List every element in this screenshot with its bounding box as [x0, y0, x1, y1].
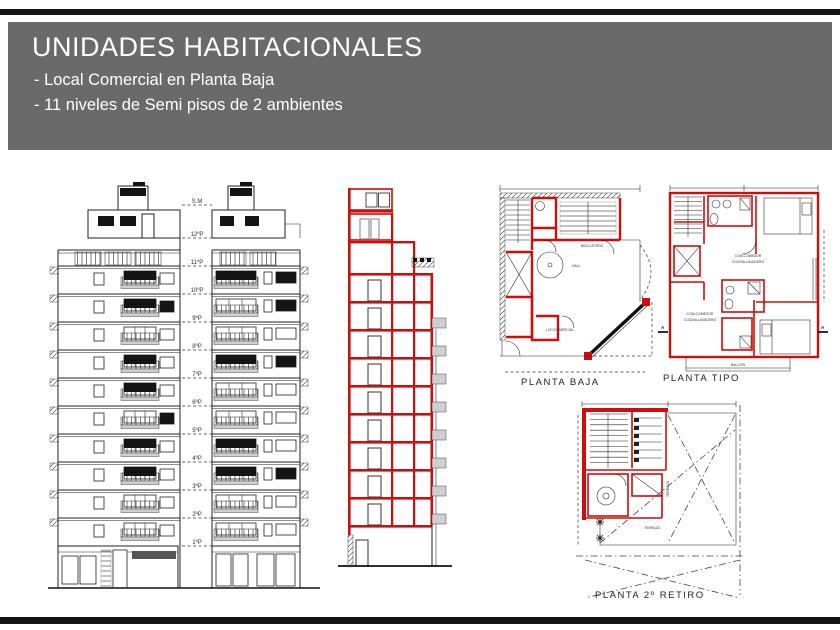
floor-label-4p: 4ºP — [192, 456, 202, 462]
storefront — [48, 546, 320, 588]
caption-planta-retiro: PLANTA 2º RETIRO — [595, 590, 705, 601]
section-floor-slabs — [348, 273, 432, 528]
room-label-bicicletero: BICICLETERO — [580, 244, 604, 248]
floor-label-1p: 1ºP — [192, 540, 202, 546]
room-label-terraza-vertical: TERRAZA — [666, 481, 670, 497]
plan-planta-baja — [500, 185, 652, 388]
caption-planta-baja: PLANTA BAJA — [521, 377, 600, 388]
plan-planta-tipo — [658, 185, 828, 384]
floor-level-labels — [182, 199, 212, 546]
bullet-local-comercial: - Local Comercial en Planta Baja — [34, 71, 275, 89]
floor-label-7p: 7ºP — [192, 372, 202, 378]
building-elevation-drawing — [48, 182, 320, 588]
roof-terrace-railings — [70, 250, 292, 265]
floor-label-8p: 8ºP — [192, 344, 202, 350]
slide-title: UNIDADES HABITACIONALES — [32, 32, 423, 62]
room-label-upper-comedor: COM-COMEDOR — [734, 254, 762, 258]
section-marker-a-right: A — [821, 325, 825, 330]
room-label-upper-cocina: COCINA-LAVADERO — [731, 260, 765, 264]
room-label-hall: HALL — [572, 264, 581, 268]
floor-label-2p: 2ºP — [192, 512, 202, 518]
floor-label-12p: 12ºP — [190, 232, 204, 238]
section-doors — [368, 280, 381, 525]
floor-label-10p: 10ºP — [190, 288, 204, 294]
bullet-niveles: - 11 niveles de Semi pisos de 2 ambientes — [34, 96, 343, 114]
room-label-lower-comedor: COM-COMEDOR — [686, 312, 714, 316]
floor-label-9p: 9ºP — [192, 316, 202, 322]
floor-label-sm: S.M — [191, 199, 203, 205]
floor-label-6p: 6ºP — [192, 400, 202, 406]
room-label-balcon: BALCON — [731, 363, 745, 367]
room-label-lower-cocina: COCINA-LAVADERO — [683, 318, 717, 322]
caption-planta-tipo: PLANTA TIPO — [663, 373, 740, 384]
room-label-terraza-horizontal: TERRAZA — [644, 526, 660, 530]
floor-label-3p: 3ºP — [192, 484, 202, 490]
bottom-border-bar — [0, 617, 840, 624]
room-label-local-comercial: LOC/COMERCIAL — [545, 328, 575, 332]
section-marker-a-left: A — [661, 325, 665, 330]
penthouse-structures — [88, 182, 300, 238]
plan-planta-retiro — [576, 401, 744, 601]
floor-label-5p: 5ºP — [192, 428, 202, 434]
section-balconies — [432, 318, 446, 566]
floor-label-11p: 11ºP — [190, 260, 204, 266]
building-section-drawing — [338, 188, 452, 566]
